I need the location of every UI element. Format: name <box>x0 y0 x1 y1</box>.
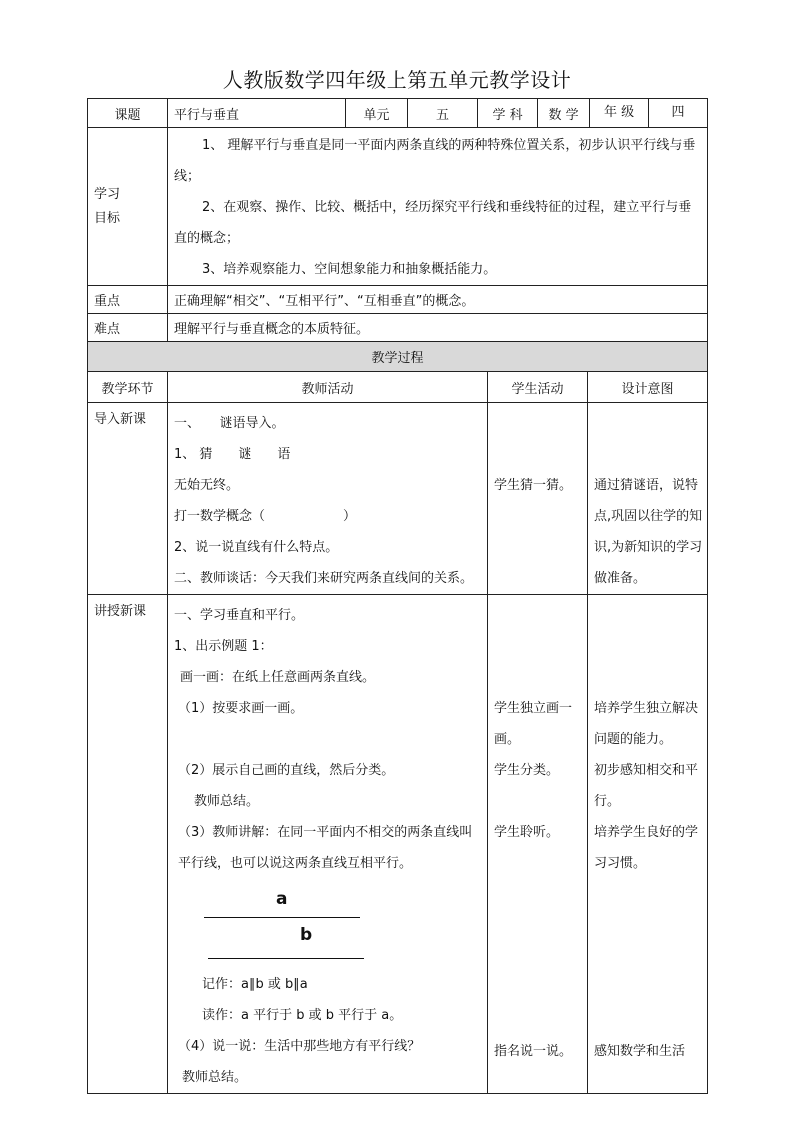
key-point-label: 重点 <box>88 286 168 314</box>
grade-value: 四 <box>671 105 685 120</box>
intro-teacher-line: 一、 谜语导入。 <box>174 416 285 431</box>
lecture-teacher-line: （1）按要求画一画。 <box>178 701 304 716</box>
col-header-student: 学生活动 <box>488 372 588 403</box>
lecture-teacher-line: 1、出示例题 1： <box>174 639 273 654</box>
lecture-teacher-line: （2）展示自己画的直线，然后分类。 <box>178 763 395 778</box>
line-label-b: b <box>300 925 313 945</box>
topic-label: 课题 <box>88 99 168 128</box>
lecture-teacher-line: （4）说一说：生活中那些地方有平行线？ <box>178 1039 421 1054</box>
goal-item-1: 1、 理解平行与垂直是同一平面内两条直线的两种特殊位置关系，初步认识平行线与垂线； <box>174 138 696 184</box>
lecture-intent-text: 培养学生良好的学习习惯。 <box>594 825 699 871</box>
lecture-teacher-explanation: （3）教师讲解：在同一平面内不相交的两条直线叫平行线，也可以说这两条直线互相平行。 <box>178 825 473 871</box>
intro-student-text: 学生猜一猜。 <box>494 478 573 493</box>
lecture-intent-text: 培养学生独立解决问题的能力。 <box>594 701 699 747</box>
col-header-teacher: 教师活动 <box>168 372 488 403</box>
intro-student-activity <box>488 403 588 595</box>
intro-teacher-line: 无始无终。 <box>174 478 240 493</box>
stage-intro: 导入新课 <box>88 403 168 595</box>
line-b <box>208 958 364 959</box>
intro-teacher-line: 2、说一说直线有什么特点。 <box>174 540 339 555</box>
lecture-teacher-line <box>174 724 483 755</box>
line-a <box>204 917 360 918</box>
col-header-stage: 教学环节 <box>88 372 168 403</box>
lecture-student-text: 学生独立画一画。 <box>494 701 573 747</box>
difficulty-label: 难点 <box>88 314 168 342</box>
lecture-teacher-line: 记作：a∥b 或 b∥a <box>202 977 308 992</box>
goal-item-3: 3、培养观察能力、空间想象能力和抽象概括能力。 <box>202 262 497 277</box>
lecture-student-activity <box>488 595 588 1094</box>
parallel-lines-diagram <box>204 879 483 963</box>
intro-teacher-line: 1、 猜 谜 语 <box>174 447 291 462</box>
unit-value: 五 <box>408 99 478 128</box>
subject-value: 数 学 <box>538 99 590 128</box>
goals-content <box>168 128 708 286</box>
grade-cell <box>590 99 708 128</box>
lecture-teacher-line: 教师总结。 <box>182 1070 248 1085</box>
lecture-student-text: 学生分类。 <box>494 763 560 778</box>
intro-intent <box>588 403 708 595</box>
grade-label: 年 级 <box>590 99 649 127</box>
lecture-teacher-line: 读作：a 平行于 b 或 b 平行于 a。 <box>202 1008 403 1023</box>
topic-value: 平行与垂直 <box>168 99 346 128</box>
subject-label: 学 科 <box>478 99 538 128</box>
lecture-teacher-line: 画一画：在纸上任意画两条直线。 <box>180 670 376 685</box>
goal-item-2: 2、在观察、操作、比较、概括中，经历探究平行线和垂线特征的过程，建立平行与垂直的概念； <box>174 200 692 246</box>
lecture-teacher-line: 一、学习垂直和平行。 <box>174 608 305 623</box>
document-title: 人教版数学四年级上第五单元教学设计 <box>222 68 572 92</box>
lecture-intent <box>588 595 708 1094</box>
unit-label: 单元 <box>346 99 408 128</box>
lecture-teacher-line: 教师总结。 <box>194 794 260 809</box>
lecture-student-text: 学生聆听。 <box>494 825 560 840</box>
col-header-intent: 设计意图 <box>588 372 708 403</box>
stage-lecture: 讲授新课 <box>88 595 168 1094</box>
lecture-intent-text: 感知数学和生活 <box>594 1044 686 1059</box>
intro-teacher-line: 二、教师谈话：今天我们来研究两条直线间的关系。 <box>174 571 474 586</box>
intro-teacher-activity <box>168 403 488 595</box>
lecture-teacher-activity <box>168 595 488 1094</box>
line-label-a: a <box>276 889 288 909</box>
intro-intent-text: 通过猜谜语，说特点,巩固以往学的知识,为新知识的学习做准备。 <box>594 478 703 586</box>
difficulty-text: 理解平行与垂直概念的本质特征。 <box>168 314 708 342</box>
lesson-plan-table <box>87 98 707 1094</box>
intro-teacher-line: 打一数学概念（ ） <box>174 509 357 524</box>
process-band: 教学过程 <box>88 342 708 372</box>
goals-label: 学习目标 <box>88 128 168 286</box>
key-point-text: 正确理解“相交”、“互相平行”、“互相垂直”的概念。 <box>168 286 708 314</box>
lecture-student-text: 指名说一说。 <box>494 1044 573 1059</box>
lecture-intent-text: 初步感知相交和平行。 <box>594 763 699 809</box>
